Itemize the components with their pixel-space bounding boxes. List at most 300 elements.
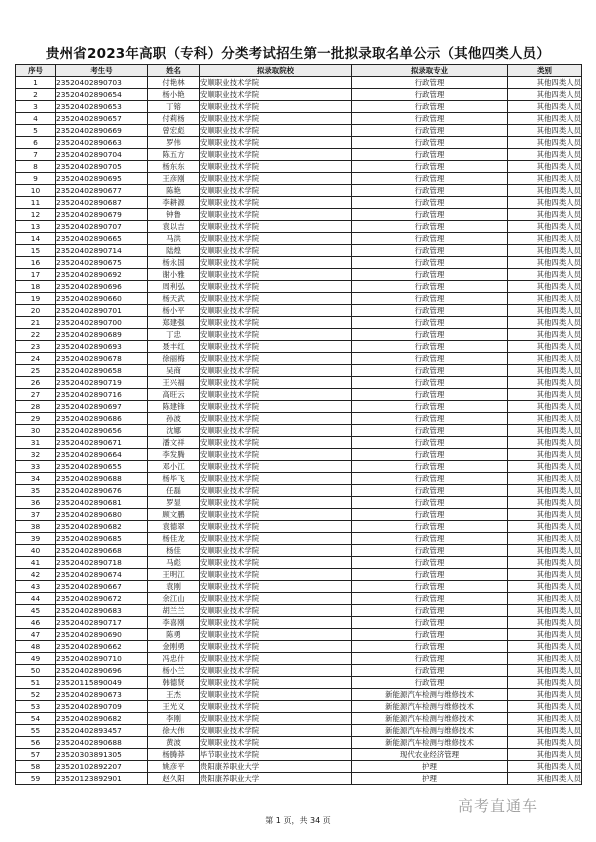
- table-row: [16, 185, 582, 197]
- cell-seq: 13: [16, 221, 56, 233]
- cell-exam-id: 23520402890714: [56, 245, 148, 257]
- cell-school: 安顺职业技术学院: [200, 245, 352, 257]
- cell-school: 安顺职业技术学院: [200, 689, 352, 701]
- table-row: [16, 221, 582, 233]
- cell-name: 杨永国: [148, 257, 200, 269]
- cell-seq: 41: [16, 557, 56, 569]
- cell-major: 行政管理: [352, 245, 508, 257]
- cell-school: 安顺职业技术学院: [200, 701, 352, 713]
- cell-category: 其他四类人员: [508, 629, 582, 641]
- cell-category: 其他四类人员: [508, 401, 582, 413]
- table-row: [16, 701, 582, 713]
- cell-seq: 19: [16, 293, 56, 305]
- cell-major: 行政管理: [352, 101, 508, 113]
- cell-name: 周利弘: [148, 281, 200, 293]
- cell-major: 行政管理: [352, 269, 508, 281]
- cell-school: 安顺职业技术学院: [200, 317, 352, 329]
- cell-exam-id: 23520402890660: [56, 293, 148, 305]
- cell-seq: 32: [16, 449, 56, 461]
- cell-category: 其他四类人员: [508, 557, 582, 569]
- page-title: 贵州省2023年高职（专科）分类考试招生第一批拟录取名单公示（其他四类人员）: [45, 46, 551, 62]
- cell-seq: 52: [16, 689, 56, 701]
- cell-name: 高旺云: [148, 389, 200, 401]
- cell-category: 其他四类人员: [508, 173, 582, 185]
- cell-seq: 10: [16, 185, 56, 197]
- cell-category: 其他四类人员: [508, 281, 582, 293]
- cell-exam-id: 23520102892207: [56, 761, 148, 773]
- cell-exam-id: 23520402890688: [56, 737, 148, 749]
- table-row: [16, 197, 582, 209]
- cell-category: 其他四类人员: [508, 449, 582, 461]
- cell-school: 安顺职业技术学院: [200, 665, 352, 677]
- cell-school: 安顺职业技术学院: [200, 629, 352, 641]
- cell-category: 其他四类人员: [508, 77, 582, 89]
- cell-name: 韩德贤: [148, 677, 200, 689]
- cell-school: 安顺职业技术学院: [200, 509, 352, 521]
- cell-school: 安顺职业技术学院: [200, 569, 352, 581]
- cell-name: 李发腾: [148, 449, 200, 461]
- table-row: [16, 77, 582, 89]
- table-row: [16, 389, 582, 401]
- cell-major: 行政管理: [352, 209, 508, 221]
- cell-name: 徐丽梅: [148, 353, 200, 365]
- cell-name: 金刚勇: [148, 641, 200, 653]
- cell-category: 其他四类人员: [508, 353, 582, 365]
- cell-name: 聂丰红: [148, 341, 200, 353]
- cell-category: 其他四类人员: [508, 725, 582, 737]
- table-row: [16, 761, 582, 773]
- cell-seq: 16: [16, 257, 56, 269]
- cell-school: 毕节职业技术学院: [200, 749, 352, 761]
- cell-school: 安顺职业技术学院: [200, 149, 352, 161]
- cell-major: 行政管理: [352, 341, 508, 353]
- cell-seq: 5: [16, 125, 56, 137]
- cell-school: 安顺职业技术学院: [200, 521, 352, 533]
- cell-school: 安顺职业技术学院: [200, 221, 352, 233]
- cell-school: 安顺职业技术学院: [200, 461, 352, 473]
- cell-major: 行政管理: [352, 401, 508, 413]
- cell-name: 胡兰兰: [148, 605, 200, 617]
- cell-seq: 2: [16, 89, 56, 101]
- cell-school: 安顺职业技术学院: [200, 401, 352, 413]
- cell-name: 罗显: [148, 497, 200, 509]
- cell-school: 安顺职业技术学院: [200, 293, 352, 305]
- cell-school: 安顺职业技术学院: [200, 497, 352, 509]
- cell-major: 新能源汽车检测与维修技术: [352, 737, 508, 749]
- cell-exam-id: 23520402890675: [56, 257, 148, 269]
- cell-exam-id: 23520402890690: [56, 629, 148, 641]
- cell-name: 陆煌: [148, 245, 200, 257]
- cell-major: 行政管理: [352, 89, 508, 101]
- cell-category: 其他四类人员: [508, 641, 582, 653]
- cell-school: 贵阳康养职业大学: [200, 773, 352, 785]
- cell-seq: 25: [16, 365, 56, 377]
- cell-major: 行政管理: [352, 197, 508, 209]
- cell-name: 李喜刚: [148, 617, 200, 629]
- cell-exam-id: 23520402890682: [56, 521, 148, 533]
- cell-exam-id: 23520402890665: [56, 233, 148, 245]
- cell-name: 邓小江: [148, 461, 200, 473]
- cell-school: 安顺职业技术学院: [200, 161, 352, 173]
- cell-major: 行政管理: [352, 125, 508, 137]
- cell-category: 其他四类人员: [508, 293, 582, 305]
- cell-name: 丁忠: [148, 329, 200, 341]
- cell-name: 余江山: [148, 593, 200, 605]
- cell-category: 其他四类人员: [508, 689, 582, 701]
- cell-exam-id: 23520402890697: [56, 401, 148, 413]
- cell-seq: 37: [16, 509, 56, 521]
- cell-seq: 23: [16, 341, 56, 353]
- table-row: [16, 749, 582, 761]
- cell-seq: 49: [16, 653, 56, 665]
- cell-exam-id: 23520402890674: [56, 569, 148, 581]
- cell-exam-id: 23520402890683: [56, 605, 148, 617]
- cell-major: 行政管理: [352, 605, 508, 617]
- cell-major: 行政管理: [352, 77, 508, 89]
- cell-major: 行政管理: [352, 593, 508, 605]
- table-row: [16, 461, 582, 473]
- cell-exam-id: 23520402890700: [56, 317, 148, 329]
- cell-exam-id: 23520402890676: [56, 485, 148, 497]
- header-name: 姓名: [148, 65, 200, 77]
- cell-seq: 29: [16, 413, 56, 425]
- cell-name: 吴商: [148, 365, 200, 377]
- cell-exam-id: 23520402890653: [56, 101, 148, 113]
- cell-seq: 1: [16, 77, 56, 89]
- cell-seq: 36: [16, 497, 56, 509]
- cell-category: 其他四类人员: [508, 413, 582, 425]
- cell-seq: 53: [16, 701, 56, 713]
- cell-seq: 18: [16, 281, 56, 293]
- cell-category: 其他四类人员: [508, 521, 582, 533]
- cell-exam-id: 23520402890689: [56, 329, 148, 341]
- cell-school: 安顺职业技术学院: [200, 449, 352, 461]
- cell-category: 其他四类人员: [508, 125, 582, 137]
- cell-major: 行政管理: [352, 233, 508, 245]
- table-row: [16, 521, 582, 533]
- cell-school: 安顺职业技术学院: [200, 557, 352, 569]
- cell-school: 安顺职业技术学院: [200, 173, 352, 185]
- cell-major: 行政管理: [352, 653, 508, 665]
- cell-school: 安顺职业技术学院: [200, 257, 352, 269]
- cell-name: 罗伟: [148, 137, 200, 149]
- cell-school: 安顺职业技术学院: [200, 641, 352, 653]
- table-row: [16, 557, 582, 569]
- table-row: [16, 305, 582, 317]
- cell-exam-id: 23520402890677: [56, 185, 148, 197]
- table-row: [16, 725, 582, 737]
- cell-category: 其他四类人员: [508, 581, 582, 593]
- cell-exam-id: 23520123892901: [56, 773, 148, 785]
- cell-exam-id: 23520402890654: [56, 89, 148, 101]
- cell-category: 其他四类人员: [508, 749, 582, 761]
- cell-major: 新能源汽车检测与维修技术: [352, 713, 508, 725]
- cell-name: 陈建锋: [148, 401, 200, 413]
- cell-major: 行政管理: [352, 221, 508, 233]
- cell-exam-id: 23520402890688: [56, 473, 148, 485]
- cell-exam-id: 23520402890662: [56, 641, 148, 653]
- table-row: [16, 593, 582, 605]
- cell-exam-id: 23520402890710: [56, 653, 148, 665]
- cell-category: 其他四类人员: [508, 773, 582, 785]
- cell-seq: 47: [16, 629, 56, 641]
- cell-exam-id: 23520402890716: [56, 389, 148, 401]
- cell-exam-id: 23520402890669: [56, 125, 148, 137]
- cell-seq: 40: [16, 545, 56, 557]
- cell-name: 杨小平: [148, 305, 200, 317]
- cell-seq: 55: [16, 725, 56, 737]
- cell-seq: 7: [16, 149, 56, 161]
- cell-school: 安顺职业技术学院: [200, 77, 352, 89]
- cell-category: 其他四类人员: [508, 509, 582, 521]
- cell-name: 王彦刚: [148, 173, 200, 185]
- cell-exam-id: 23520402890671: [56, 437, 148, 449]
- cell-name: 杨腾莽: [148, 749, 200, 761]
- cell-exam-id: 23520402890668: [56, 545, 148, 557]
- cell-exam-id: 23520402890717: [56, 617, 148, 629]
- cell-seq: 57: [16, 749, 56, 761]
- cell-major: 行政管理: [352, 161, 508, 173]
- cell-name: 曾宏彪: [148, 125, 200, 137]
- cell-name: 袁刚: [148, 581, 200, 593]
- cell-name: 李刚: [148, 713, 200, 725]
- cell-school: 安顺职业技术学院: [200, 605, 352, 617]
- cell-major: 行政管理: [352, 185, 508, 197]
- cell-category: 其他四类人员: [508, 677, 582, 689]
- cell-exam-id: 23520402890703: [56, 77, 148, 89]
- cell-name: 杨佳: [148, 545, 200, 557]
- cell-seq: 51: [16, 677, 56, 689]
- cell-name: 杨佳龙: [148, 533, 200, 545]
- cell-category: 其他四类人员: [508, 425, 582, 437]
- cell-major: 护理: [352, 761, 508, 773]
- cell-seq: 48: [16, 641, 56, 653]
- cell-exam-id: 23520402890673: [56, 689, 148, 701]
- cell-category: 其他四类人员: [508, 593, 582, 605]
- cell-exam-id: 23520402890682: [56, 713, 148, 725]
- cell-seq: 9: [16, 173, 56, 185]
- cell-name: 谢小雅: [148, 269, 200, 281]
- table-row: [16, 497, 582, 509]
- cell-name: 马洪: [148, 233, 200, 245]
- cell-seq: 22: [16, 329, 56, 341]
- cell-seq: 44: [16, 593, 56, 605]
- cell-school: 安顺职业技术学院: [200, 341, 352, 353]
- table-row: [16, 425, 582, 437]
- cell-exam-id: 23520402890707: [56, 221, 148, 233]
- cell-major: 行政管理: [352, 257, 508, 269]
- cell-major: 行政管理: [352, 113, 508, 125]
- table-row: [16, 317, 582, 329]
- table-row: [16, 713, 582, 725]
- cell-major: 行政管理: [352, 329, 508, 341]
- cell-major: 行政管理: [352, 641, 508, 653]
- table-row: [16, 629, 582, 641]
- table-row: [16, 113, 582, 125]
- cell-exam-id: 23520402890719: [56, 377, 148, 389]
- table-row: [16, 257, 582, 269]
- cell-category: 其他四类人员: [508, 89, 582, 101]
- cell-major: 行政管理: [352, 629, 508, 641]
- table-row: [16, 533, 582, 545]
- page-footer: 第 1 页，共 34 页: [265, 816, 331, 825]
- cell-seq: 17: [16, 269, 56, 281]
- cell-name: 孙波: [148, 413, 200, 425]
- table-row: [16, 545, 582, 557]
- cell-exam-id: 23520402890667: [56, 581, 148, 593]
- cell-seq: 15: [16, 245, 56, 257]
- cell-major: 行政管理: [352, 293, 508, 305]
- cell-name: 王杰: [148, 689, 200, 701]
- cell-exam-id: 23520402890704: [56, 149, 148, 161]
- cell-category: 其他四类人员: [508, 701, 582, 713]
- cell-school: 安顺职业技术学院: [200, 269, 352, 281]
- cell-school: 安顺职业技术学院: [200, 305, 352, 317]
- cell-seq: 31: [16, 437, 56, 449]
- cell-category: 其他四类人员: [508, 209, 582, 221]
- cell-name: 杨毕飞: [148, 473, 200, 485]
- cell-name: 杨小兰: [148, 665, 200, 677]
- cell-school: 安顺职业技术学院: [200, 389, 352, 401]
- cell-seq: 6: [16, 137, 56, 149]
- cell-school: 安顺职业技术学院: [200, 713, 352, 725]
- cell-seq: 45: [16, 605, 56, 617]
- cell-category: 其他四类人员: [508, 605, 582, 617]
- cell-school: 贵阳康养职业大学: [200, 761, 352, 773]
- cell-major: 行政管理: [352, 149, 508, 161]
- cell-school: 安顺职业技术学院: [200, 737, 352, 749]
- table-row: [16, 281, 582, 293]
- brand-watermark: 高考直通车: [458, 797, 539, 815]
- cell-major: 行政管理: [352, 521, 508, 533]
- cell-exam-id: 23520402890657: [56, 113, 148, 125]
- cell-exam-id: 23520402890658: [56, 365, 148, 377]
- cell-major: 行政管理: [352, 353, 508, 365]
- cell-exam-id: 23520402890656: [56, 425, 148, 437]
- cell-name: 陈勇: [148, 629, 200, 641]
- cell-school: 安顺职业技术学院: [200, 413, 352, 425]
- cell-school: 安顺职业技术学院: [200, 185, 352, 197]
- cell-school: 安顺职业技术学院: [200, 209, 352, 221]
- table-row: [16, 293, 582, 305]
- cell-school: 安顺职业技术学院: [200, 281, 352, 293]
- table-row: [16, 89, 582, 101]
- cell-exam-id: 23520402890685: [56, 533, 148, 545]
- table-row: [16, 773, 582, 785]
- table-row: [16, 437, 582, 449]
- cell-school: 安顺职业技术学院: [200, 533, 352, 545]
- table-row: [16, 245, 582, 257]
- cell-name: 陈艳: [148, 185, 200, 197]
- cell-category: 其他四类人员: [508, 101, 582, 113]
- cell-category: 其他四类人员: [508, 497, 582, 509]
- table-row: [16, 605, 582, 617]
- table-row: [16, 101, 582, 113]
- table-row: [16, 641, 582, 653]
- cell-name: 袁德翠: [148, 521, 200, 533]
- cell-seq: 12: [16, 209, 56, 221]
- table-row: [16, 485, 582, 497]
- cell-exam-id: 23520402890672: [56, 593, 148, 605]
- cell-seq: 20: [16, 305, 56, 317]
- cell-school: 安顺职业技术学院: [200, 197, 352, 209]
- cell-name: 郑建强: [148, 317, 200, 329]
- table-row: [16, 137, 582, 149]
- cell-school: 安顺职业技术学院: [200, 437, 352, 449]
- cell-school: 安顺职业技术学院: [200, 113, 352, 125]
- cell-name: 袁以吉: [148, 221, 200, 233]
- cell-category: 其他四类人员: [508, 545, 582, 557]
- cell-category: 其他四类人员: [508, 617, 582, 629]
- cell-exam-id: 23520402890705: [56, 161, 148, 173]
- table-row: [16, 233, 582, 245]
- cell-category: 其他四类人员: [508, 269, 582, 281]
- cell-category: 其他四类人员: [508, 149, 582, 161]
- header-major: 拟录取专业: [352, 65, 508, 77]
- cell-school: 安顺职业技术学院: [200, 617, 352, 629]
- cell-exam-id: 23520402890718: [56, 557, 148, 569]
- cell-school: 安顺职业技术学院: [200, 545, 352, 557]
- table-row: [16, 173, 582, 185]
- cell-category: 其他四类人员: [508, 341, 582, 353]
- cell-exam-id: 23520402890696: [56, 281, 148, 293]
- cell-seq: 27: [16, 389, 56, 401]
- cell-exam-id: 23520402890709: [56, 701, 148, 713]
- cell-major: 行政管理: [352, 437, 508, 449]
- cell-major: 护理: [352, 773, 508, 785]
- cell-school: 安顺职业技术学院: [200, 353, 352, 365]
- cell-name: 黄波: [148, 737, 200, 749]
- cell-seq: 3: [16, 101, 56, 113]
- cell-category: 其他四类人员: [508, 461, 582, 473]
- cell-seq: 46: [16, 617, 56, 629]
- cell-major: 行政管理: [352, 545, 508, 557]
- cell-exam-id: 23520402890680: [56, 509, 148, 521]
- cell-seq: 14: [16, 233, 56, 245]
- cell-school: 安顺职业技术学院: [200, 485, 352, 497]
- cell-category: 其他四类人员: [508, 329, 582, 341]
- cell-name: 顾文鹏: [148, 509, 200, 521]
- cell-exam-id: 23520402890701: [56, 305, 148, 317]
- table-row: [16, 329, 582, 341]
- table-row: [16, 125, 582, 137]
- cell-category: 其他四类人员: [508, 377, 582, 389]
- cell-major: 行政管理: [352, 305, 508, 317]
- cell-major: 行政管理: [352, 389, 508, 401]
- table-row: [16, 269, 582, 281]
- cell-name: 付艳林: [148, 77, 200, 89]
- cell-school: 安顺职业技术学院: [200, 425, 352, 437]
- cell-seq: 26: [16, 377, 56, 389]
- cell-major: 行政管理: [352, 137, 508, 149]
- table-row: [16, 569, 582, 581]
- cell-major: 行政管理: [352, 317, 508, 329]
- cell-major: 行政管理: [352, 281, 508, 293]
- cell-exam-id: 23520402890655: [56, 461, 148, 473]
- table-row: [16, 473, 582, 485]
- cell-name: 潘文祥: [148, 437, 200, 449]
- cell-category: 其他四类人员: [508, 113, 582, 125]
- cell-seq: 59: [16, 773, 56, 785]
- cell-school: 安顺职业技术学院: [200, 125, 352, 137]
- cell-category: 其他四类人员: [508, 197, 582, 209]
- cell-name: 杨小艳: [148, 89, 200, 101]
- cell-exam-id: 23520402890687: [56, 197, 148, 209]
- cell-major: 行政管理: [352, 461, 508, 473]
- cell-seq: 8: [16, 161, 56, 173]
- cell-category: 其他四类人员: [508, 713, 582, 725]
- cell-seq: 35: [16, 485, 56, 497]
